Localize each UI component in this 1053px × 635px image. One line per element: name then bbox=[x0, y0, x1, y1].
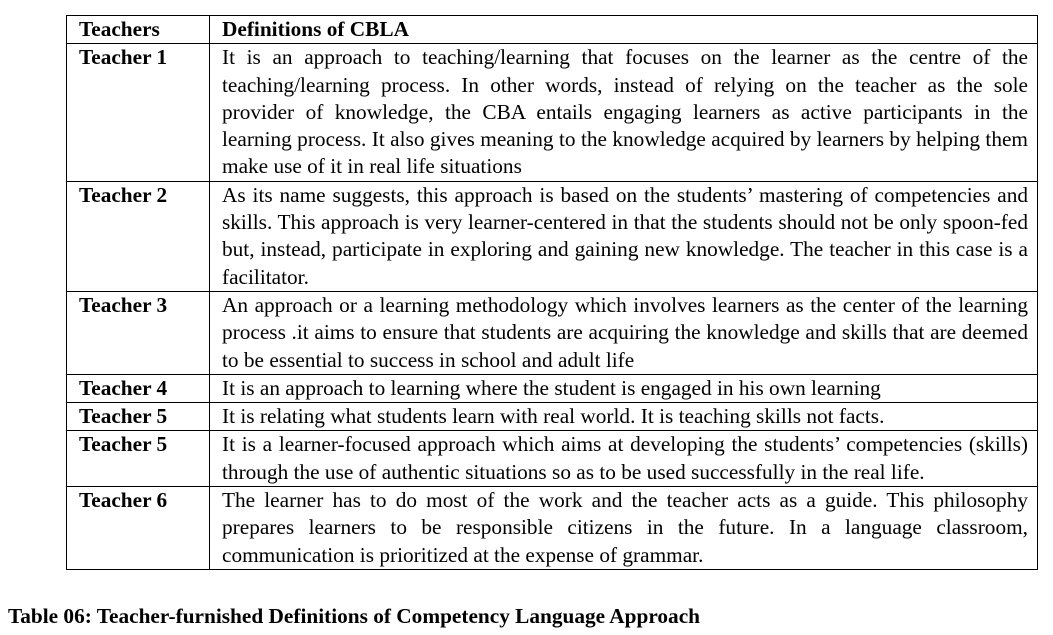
table-row bbox=[67, 431, 1038, 487]
table-row bbox=[67, 487, 1038, 570]
teacher-name: Teacher 5 bbox=[67, 431, 210, 487]
teacher-definition: As its name suggests, this approach is based on the students’ mastering of competencies and skills. This approach is very learner-centered in that the students should not be only spoon-fed but, instead, participate in exploring and gaining new knowledge. The teacher in this case is a facilitator. bbox=[210, 181, 1038, 291]
table-row bbox=[67, 403, 1038, 431]
teacher-name: Teacher 5 bbox=[67, 403, 210, 431]
teacher-definition: It is an approach to learning where the student is engaged in his own learning bbox=[210, 374, 1038, 402]
teacher-name: Teacher 1 bbox=[67, 44, 210, 181]
table-row bbox=[67, 44, 1038, 181]
teacher-definition: An approach or a learning methodology which involves learners as the center of the learning process .it aims to ensure that students are acquiring the knowledge and skills that are deemed to be essential to success in school and adult life bbox=[210, 291, 1038, 374]
teacher-name: Teacher 4 bbox=[67, 374, 210, 402]
header-teachers: Teachers bbox=[67, 16, 210, 44]
teacher-name: Teacher 2 bbox=[67, 181, 210, 291]
teacher-definition: The learner has to do most of the work and the teacher acts as a guide. This philosophy prepares learners to be responsible citizens in the future. In a language classroom, communication is prioritized at the expense of grammar. bbox=[210, 487, 1038, 570]
header-definitions: Definitions of CBLA bbox=[210, 16, 1038, 44]
teacher-definition: It is an approach to teaching/learning that focuses on the learner as the centre of the teaching/learning process. In other words, instead of relying on the teacher as the sole provider of knowledge, the CBA entails engaging learners as active participants in the learning process. It also gives meaning to the knowledge acquired by learners by helping them make use of it in real life situations bbox=[210, 44, 1038, 181]
table-row bbox=[67, 181, 1038, 291]
table-header-row bbox=[67, 16, 1038, 44]
table-caption: Table 06: Teacher-furnished Definitions of Competency Language Approach bbox=[8, 604, 701, 628]
teacher-definition: It is relating what students learn with real world. It is teaching skills not facts. bbox=[210, 403, 1038, 431]
table-row bbox=[67, 291, 1038, 374]
definitions-table bbox=[66, 15, 1038, 570]
teacher-definition: It is a learner-focused approach which aims at developing the students’ competencies (skills) through the use of authentic situations so as to be used successfully in the real life. bbox=[210, 431, 1038, 487]
table-row bbox=[67, 374, 1038, 402]
teacher-name: Teacher 6 bbox=[67, 487, 210, 570]
teacher-name: Teacher 3 bbox=[67, 291, 210, 374]
